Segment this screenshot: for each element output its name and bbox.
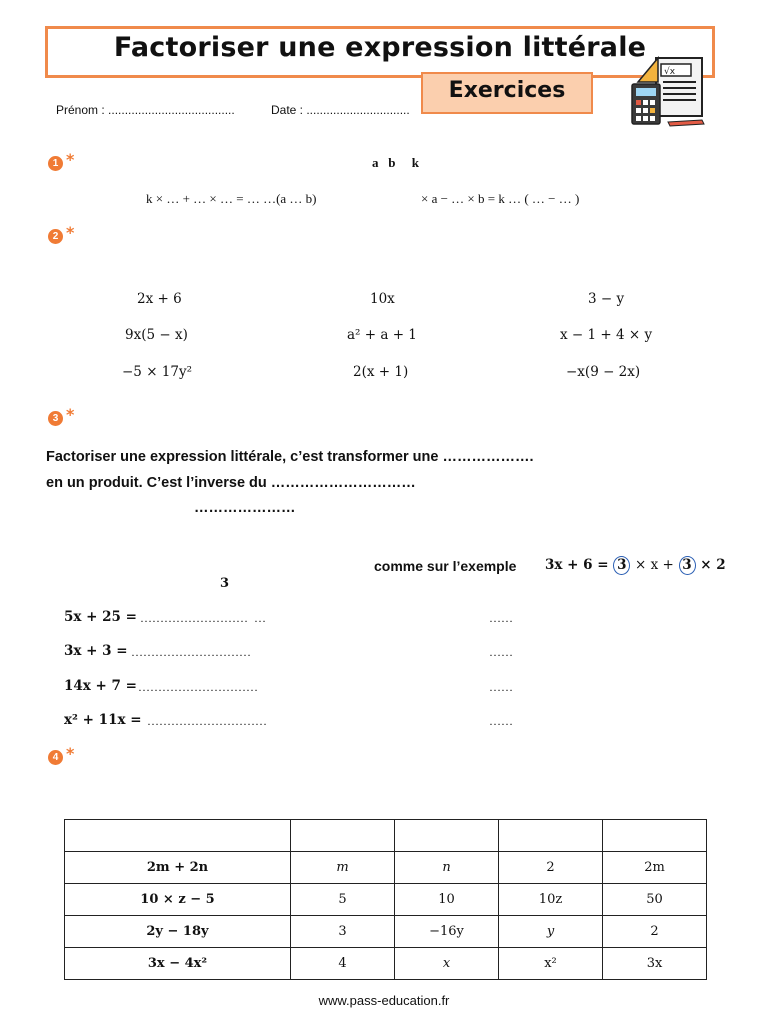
calculator-icon	[628, 54, 708, 128]
answer-dots: …………………………	[131, 645, 251, 659]
table-cell: 50	[603, 884, 707, 916]
ex1-formula-right: × a − … × b = k … ( … − … )	[421, 191, 580, 206]
ex3-item-expression: 14x + 7 =	[64, 678, 137, 694]
ex1-words: a b k	[372, 155, 419, 170]
ex3-item-expression: x² + 11x =	[64, 712, 142, 728]
example-label: comme sur l’exemple	[374, 558, 517, 574]
table-expression-cell: 2m + 2n	[65, 852, 291, 884]
table-expression-cell: 10 × z − 5	[65, 884, 291, 916]
table-cell	[65, 820, 291, 852]
ex2-expression: x − 1 + 4 × y	[560, 327, 653, 343]
values-table	[64, 819, 707, 980]
circled-factor: 3	[679, 556, 696, 575]
answer-dots: ……	[489, 645, 513, 659]
table-cell: 3	[291, 916, 395, 948]
example-mid: × x +	[634, 557, 674, 573]
table-cell: 3x	[603, 948, 707, 980]
table-cell: x	[395, 948, 499, 980]
star-icon: *	[66, 744, 75, 763]
star-icon: *	[66, 150, 75, 169]
table-cell: y	[499, 916, 603, 948]
ex2-expression: −5 × 17y²	[122, 364, 193, 380]
table-row	[65, 948, 707, 980]
table-row	[65, 916, 707, 948]
ex2-expression: 3 − y	[588, 291, 625, 307]
table-cell: 5	[291, 884, 395, 916]
page-title: Factoriser une expression littérale	[113, 32, 647, 63]
table-cell: −16y	[395, 916, 499, 948]
ex3-definition-line2: en un produit. C’est l’inverse du …………………………	[46, 475, 416, 491]
ex3-definition-line1: Factoriser une expression littérale, c’est transformer une ……………….	[46, 449, 534, 465]
ex2-expression: 10x	[370, 291, 395, 307]
exercise-number-1: 1	[48, 156, 63, 171]
table-cell: 10	[395, 884, 499, 916]
ex2-expression: a² + a + 1	[347, 327, 417, 343]
circled-factor: 3	[613, 556, 630, 575]
ex2-expression: 2(x + 1)	[353, 364, 409, 380]
svg-text:√x: √x	[664, 67, 676, 77]
exercise-number-3: 3	[48, 411, 63, 426]
ex2-expression: 2x + 6	[137, 291, 182, 307]
table-row	[65, 852, 707, 884]
table-header-row	[65, 820, 707, 852]
ex3-item-expression: 3x + 3 =	[64, 643, 128, 659]
table-cell: 10z	[499, 884, 603, 916]
table-cell	[395, 820, 499, 852]
prenom-field: Prénom : ......................................	[56, 103, 235, 117]
footer-url[interactable]: www.pass-education.fr	[318, 993, 450, 1008]
table-expression-cell: 2y − 18y	[65, 916, 291, 948]
table-row	[65, 884, 707, 916]
table-cell: 2m	[603, 852, 707, 884]
example-formula	[545, 556, 726, 575]
ex2-expression: 9x(5 − x)	[125, 327, 188, 343]
table-cell	[499, 820, 603, 852]
exercices-badge: Exercices	[448, 78, 566, 103]
answer-dots: ……	[489, 611, 513, 625]
ex1-formula-left: k × … + … × … = … …(a … b)	[146, 191, 317, 206]
example-lhs: 3x + 6 =	[545, 557, 609, 573]
table-cell	[291, 820, 395, 852]
table-cell: 2	[499, 852, 603, 884]
exercise-number-4: 4	[48, 750, 63, 765]
star-icon: *	[66, 223, 75, 242]
date-field: Date : ...............................	[271, 103, 410, 117]
table-cell: m	[291, 852, 395, 884]
ex2-expression: −x(9 − 2x)	[566, 364, 641, 380]
table-expression-cell: 3x − 4x²	[65, 948, 291, 980]
answer-dots: …………………………	[138, 680, 258, 694]
table-cell: 2	[603, 916, 707, 948]
example-end: × 2	[700, 557, 726, 573]
ex3-item-expression: 5x + 25 =	[64, 609, 137, 625]
table-cell: n	[395, 852, 499, 884]
answer-dots: …………………………	[147, 714, 267, 728]
answer-dots: ……………………… …	[140, 611, 266, 625]
table-cell: 4	[291, 948, 395, 980]
exercise-number-2: 2	[48, 229, 63, 244]
answer-dots: ……	[489, 714, 513, 728]
table-cell	[603, 820, 707, 852]
star-icon: *	[66, 405, 75, 424]
answer-dots: ……	[489, 680, 513, 694]
table-cell: x²	[499, 948, 603, 980]
ex3-definition-line3: …………………	[194, 500, 296, 516]
common-factor: 3	[220, 576, 230, 591]
